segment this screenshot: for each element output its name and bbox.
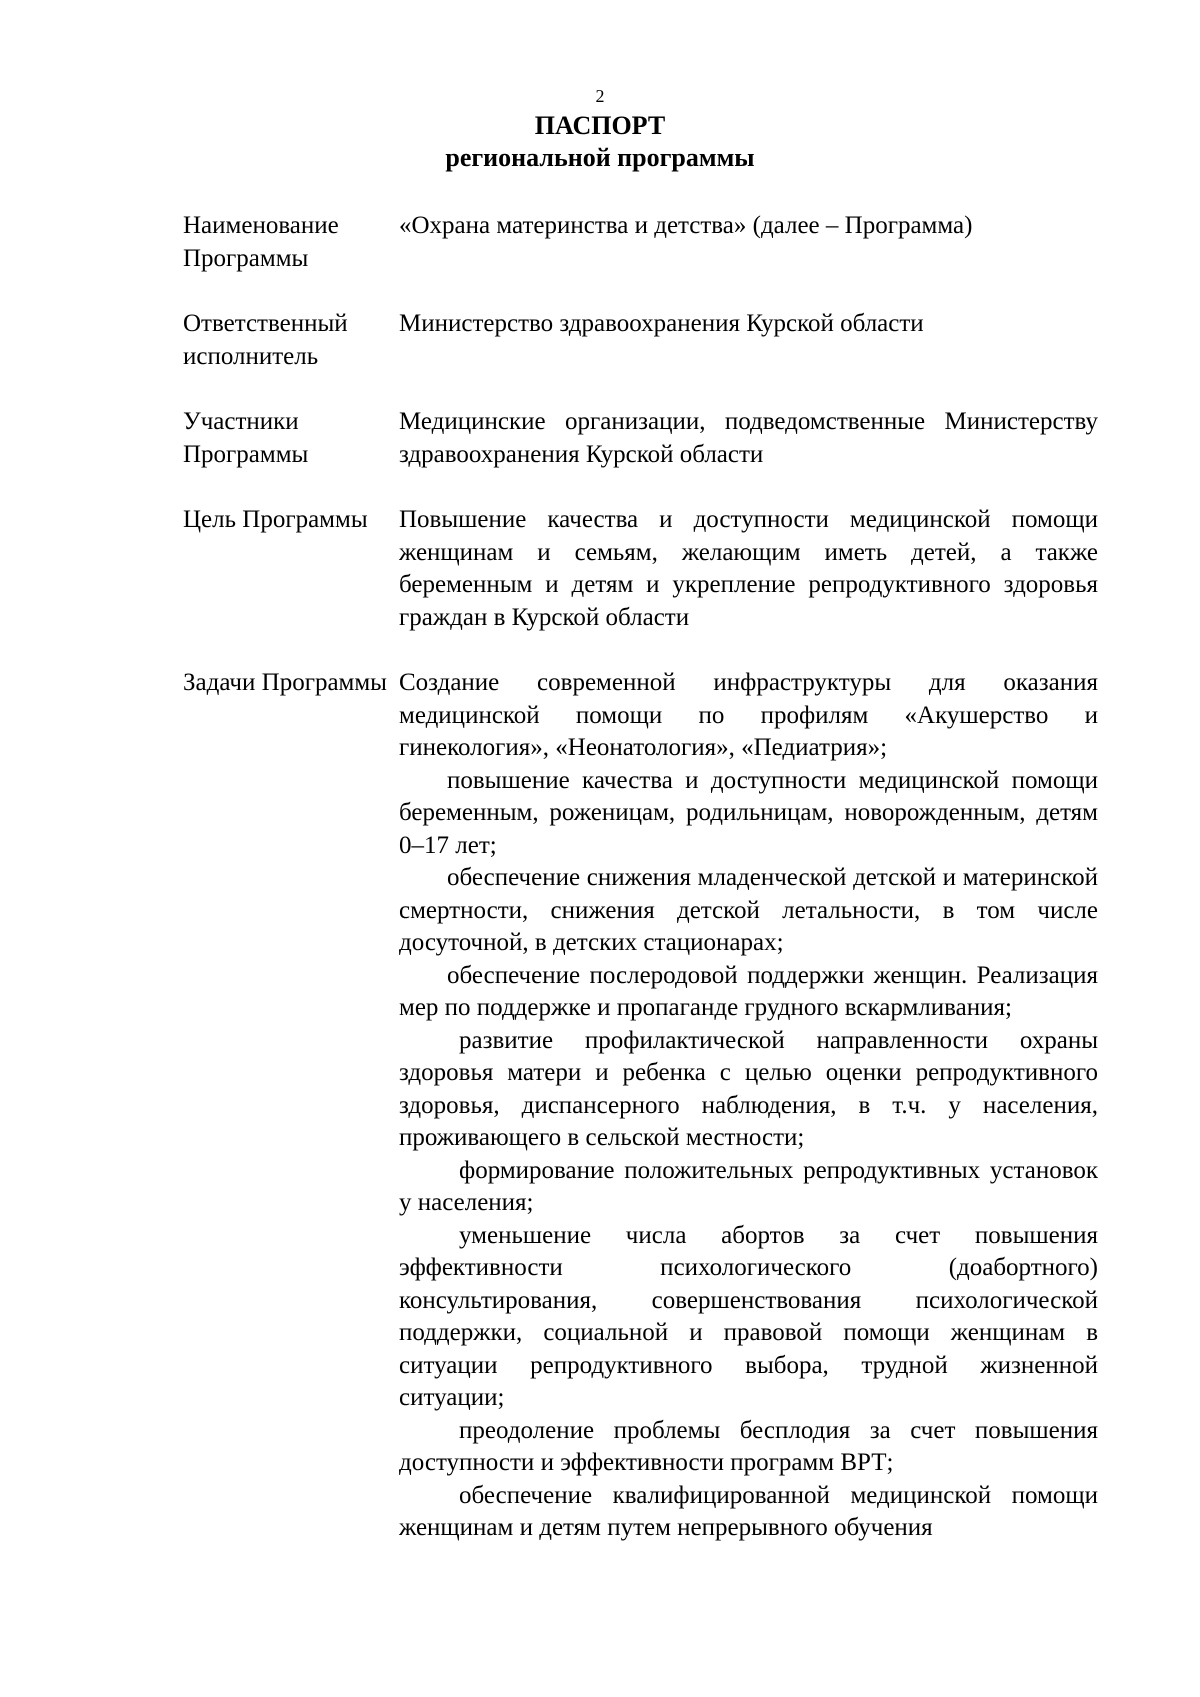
- row-program-tasks: [183, 667, 1098, 1545]
- row-value: Повышение качества и доступности медицинской помощи женщинам и семьям, желающим иметь детей, а также беременным и детям и укрепление репродуктивного здоровья граждан в Курской области: [399, 506, 1098, 631]
- row-responsible-executor: [183, 308, 1098, 373]
- task-item: Создание современной инфраструктуры для оказания медицинской помощи по профилям «Акушерство и гинекология», «Неонатология», «Педиатрия»;: [399, 669, 1098, 761]
- task-item: развитие профилактической направленности охраны здоровья матери и ребенка с целью оценки репродуктивного здоровья, диспансерного наблюдения, в т.ч. у населения, проживающего в сельской местности;: [399, 1026, 1098, 1151]
- title-line-2: региональной программы: [445, 143, 755, 172]
- task-item: уменьшение числа абортов за счет повышения эффективности психологического (доабортного) консультирования, совершенствования психологической поддержки, социальной и правовой помощи женщинам в ситуации репродуктивного выбора, трудной жизненной ситуации;: [399, 1221, 1098, 1411]
- passport-table: [183, 210, 1098, 1578]
- task-item: преодоление проблемы бесплодия за счет повышения доступности и эффективности программ ВРТ;: [399, 1416, 1098, 1476]
- row-label: Задачи Программы: [183, 669, 387, 696]
- row-value: Министерство здравоохранения Курской области: [399, 310, 924, 337]
- row-program-goal: [183, 504, 1098, 634]
- task-item: обеспечение квалифицированной медицинской помощи женщинам и детям путем непрерывного обучения: [399, 1481, 1098, 1541]
- row-program-name: [183, 210, 1098, 275]
- page-number: 2: [595, 86, 605, 106]
- title-line-1: ПАСПОРТ: [534, 111, 666, 140]
- tasks-list: [399, 667, 1098, 1545]
- task-item: обеспечение снижения младенческой детской и материнской смертности, снижения детской летальности, в том числе досуточной, в детских стационарах;: [399, 864, 1098, 956]
- row-label: Наименование Программы: [183, 212, 339, 272]
- document-title: [0, 110, 1200, 174]
- row-label: Участники Программы: [183, 408, 309, 468]
- row-label: Ответственный исполнитель: [183, 310, 348, 370]
- row-participants: [183, 406, 1098, 471]
- task-item: формирование положительных репродуктивных установок у населения;: [399, 1156, 1098, 1216]
- row-label: Цель Программы: [183, 506, 368, 533]
- task-item: повышение качества и доступности медицинской помощи беременным, роженицам, родильницам, новорожденным, детям 0–17 лет;: [399, 766, 1098, 859]
- row-value: Медицинские организации, подведомственные Министерству здравоохранения Курской области: [399, 408, 1098, 468]
- row-value: «Охрана материнства и детства» (далее – Программа): [399, 212, 973, 239]
- task-item: обеспечение послеродовой поддержки женщин. Реализация мер по поддержке и пропаганде грудного вскармливания;: [399, 961, 1098, 1021]
